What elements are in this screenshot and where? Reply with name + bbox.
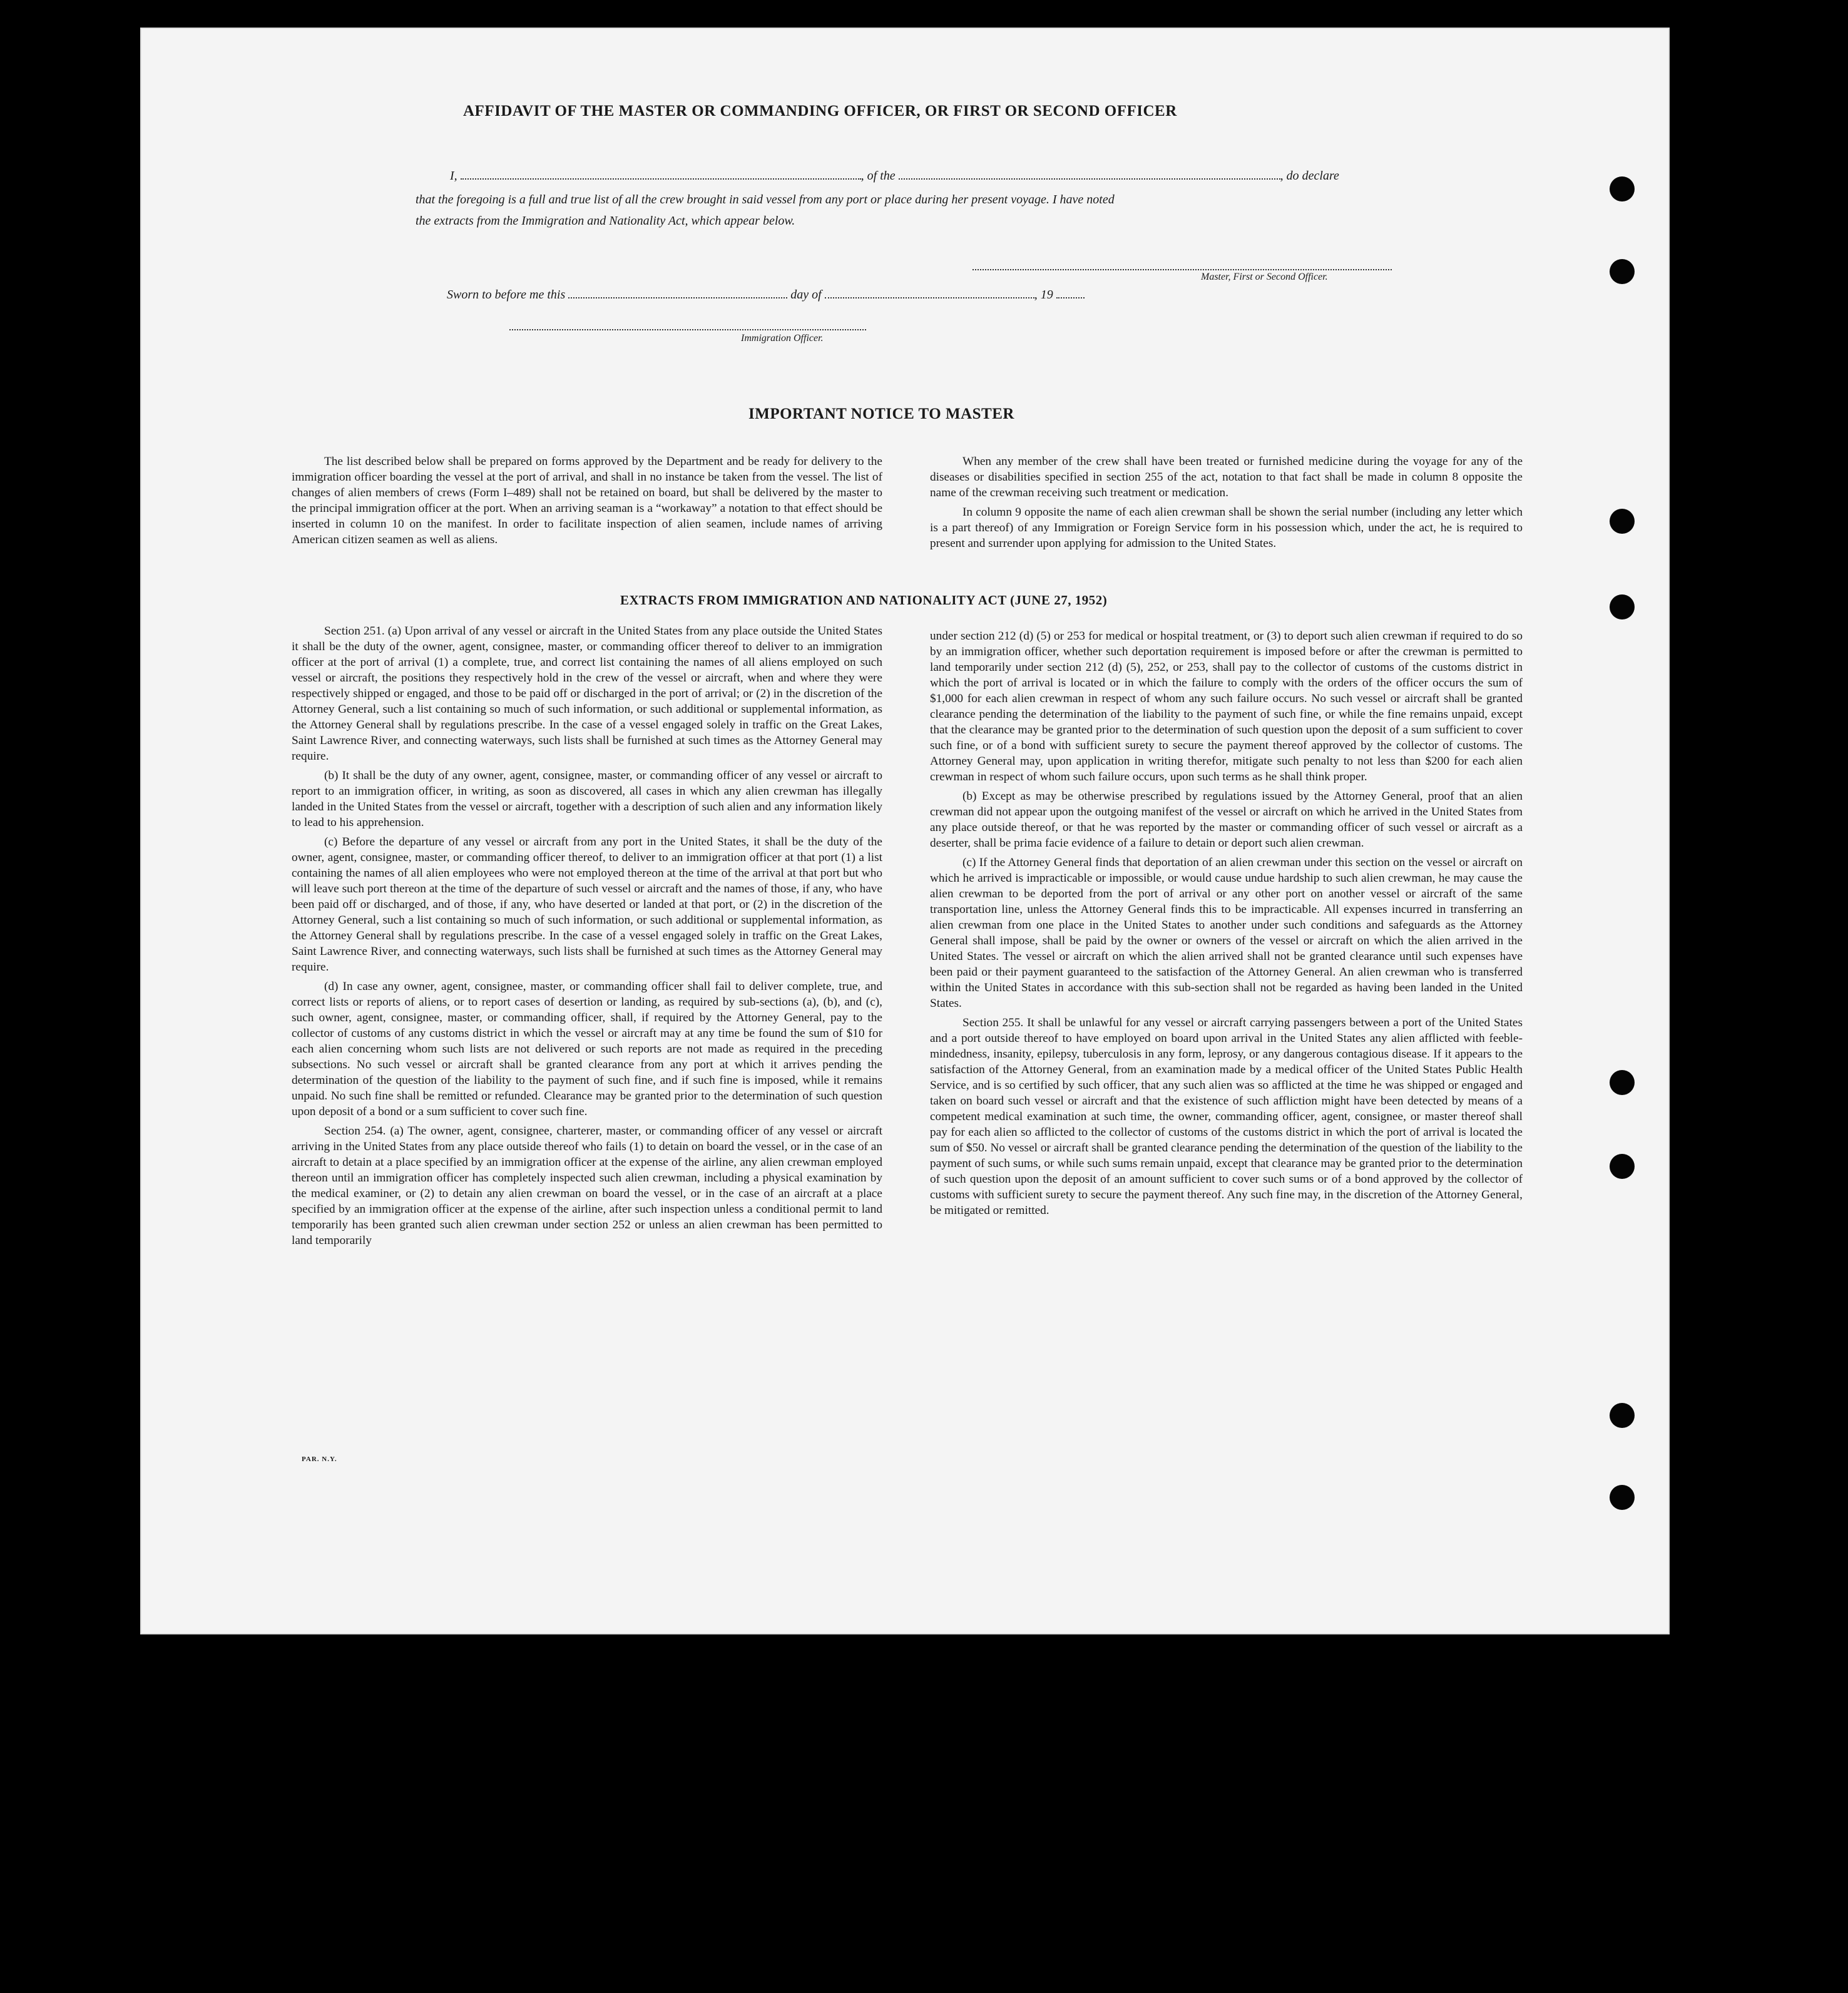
sworn-label: Sworn to before me this (447, 288, 566, 302)
master-signature-line[interactable] (972, 269, 1392, 270)
section-paragraph: (c) Before the departure of any vessel or aircraft from any port in the United States, it shall be the duty of the owner, agent, consignee, master, or commanding officer thereof, to deliver to an immigration officer at that port (1) a list containing the names of all alien employees who were not employed thereon at the time of the arrival at that port but who will leave such port thereon at the time of the departure of such vessel or aircraft and the names of those, if any, who have been paid off or discharged, and of those, if any, who have deserted or landed at that port, or (2) in the discretion of the Attorney General, such a list containing so much of such information, or such additional or supplemental information, as the Attorney General shall by regulations prescribe. In the case of a vessel engaged solely in traffic on the Great Lakes, Saint Lawrence River, and connecting waterways, such lists shall be furnished at such times as the Attorney General may require. (292, 835, 882, 974)
year-label: , 19 (1034, 288, 1053, 302)
binder-hole (1610, 176, 1635, 201)
document-page (140, 28, 1670, 1634)
section-paragraph: (c) If the Attorney General finds that deportation of an alien crewman under this section on the vessel or aircraft on which he arrived is impracticable or impossible, or would cause undue hardship to such alien crewman, he may cause the alien crewman to be deported from the port of arrival or any other port on another vessel or aircraft of the same transportation line, unless the Attorney General finds this to be impracticable. All expenses incurred in transferring an alien crewman from one place in the United States to another under such conditions and safeguards as the Attorney General shall impose, shall be paid by the owner or owners of the vessel or aircraft on which the alien arrived in the United States. The vessel or aircraft on which the alien arrived shall not be granted clearance until such expenses have been paid or their payment guaranteed to the satisfaction of the Attorney General. An alien crewman who is transferred within the United States in accordance with this sub-section shall not be regarded as having been landed in the United States. (930, 856, 1523, 1010)
sworn-day-field[interactable] (568, 288, 787, 298)
affidavit-title: AFFIDAVIT OF THE MASTER OR COMMANDING OFFICER, OR FIRST OR SECOND OFFICER (463, 103, 1177, 120)
section-paragraph: Section 254. (a) The owner, agent, consignee, charterer, master, or commanding officer of any vessel or aircraft arriving in the United States from any place outside thereof who fails (1) to detain on board the vessel, or in the case of an aircraft to detain at a place specified by an immigration officer at the expense of the airline, any alien crewman employed thereon until an immigration officer has completely inspected such alien crewman, including a physical examination by the medical examiner, or (2) to detain any alien crewman on board the vessel, or in the case of an aircraft at a place specified by an immigration officer at the expense of the airline, after such inspection unless a conditional permit to land temporarily has been granted such alien crewman under section 252 or unless an alien crewman has been permitted to land temporarily (292, 1124, 882, 1247)
binder-hole (1610, 509, 1635, 534)
officer-signature-line[interactable] (509, 329, 866, 330)
day-of-label: day of (790, 288, 822, 302)
section-paragraph: Section 255. It shall be unlawful for any vessel or aircraft carrying passengers between a port of the United States and a port outside thereof to have employed on board upon arrival in the United States any alien afflicted with feeble-mindedness, insanity, epilepsy, tuberculosis in any form, leprosy, or any dangerous contagious disease. If it appears to the satisfaction of the Attorney General, from an examination made by a medical officer of the United States Public Health Service, and is so certified by such officer, that any such alien was so afflicted at the time he was shipped or engaged and taken on board such vessel or aircraft and that the existence of such affliction might have been detected by means of a competent medical examination at such time, the owner, commanding officer, agent, consignee, or master thereof shall pay for each alien so afflicted to the collector of customs of the customs district in which the port of arrival is located the sum of $50. No vessel or aircraft shall be granted clearance pending the determination of the question of the liability to the payment of such sums, or while such sums remain unpaid, except that clearance may be granted prior to the determination of such question upon the deposit of an amount sufficient to cover such sums or of a bond approved by the collector of customs with sufficient surety to secure the payment thereof. Any such fine may, in the discretion of the Attorney General, be mitigated or remitted. (930, 1016, 1523, 1217)
notice-paragraph: In column 9 opposite the name of each alien crewman shall be shown the serial number (including any letter which is a part thereof) of any Immigration or Foreign Service form in his possession which, under the act, he is required to present and surrender upon applying for admission to the United States. (930, 506, 1523, 550)
master-signature-label: Master, First or Second Officer. (1201, 272, 1328, 282)
sworn-year-field[interactable] (1056, 288, 1085, 298)
extracts-left-column (292, 623, 882, 1252)
of-the-label: , of the (860, 169, 896, 183)
notice-title: IMPORTANT NOTICE TO MASTER (748, 405, 1014, 422)
section-paragraph: (d) In case any owner, agent, consignee, master, or commanding officer shall fail to deliver complete, true, and correct lists or reports of aliens, or to report cases of desertion or landing, as required by sub-sections (a), (b), and (c), such owner, agent, consignee, master, or commanding officer, shall, if required by the Attorney General, pay to the collector of customs of any customs district in which the vessel or aircraft may at any time be found the sum of $10 for each alien concerning whom such lists are not delivered or such reports are not made as required in the preceding subsections. No such vessel or aircraft shall be granted clearance from any port at which it arrives pending the determination of the question of the liability to the payment of such fine, and if such fine is imposed, while it remains unpaid. No such fine shall be remitted or refunded. Clearance may be granted prior to the determination of such question upon deposit of a bond or a sum sufficient to cover such fine. (292, 980, 882, 1118)
notice-left-column (292, 454, 882, 551)
declaration-line-2: the extracts from the Immigration and Nationality Act, which appear below. (416, 214, 795, 228)
section-paragraph: (b) It shall be the duty of any owner, agent, consignee, master, or commanding officer of any vessel or aircraft to report to an immigration officer, in writing, as soon as discovered, all cases in which any alien crewman has illegally landed in the United States from the vessel or aircraft, together with a description of such alien and any information likely to lead to his apprehension. (292, 769, 882, 829)
section-paragraph: Section 251. (a) Upon arrival of any vessel or aircraft in the United States from any place outside the United States it shall be the duty of the owner, agent, consignee, master, or commanding officer thereof to deliver to an immigration officer at the port of arrival (1) a complete, true, and correct list containing the names of all aliens employed on such vessel or aircraft, the positions they respectively hold in the crew of the vessel or aircraft, when and where they were respectively shipped or engaged, and those to be paid off or discharged in the port of arrival; or (2) in the discretion of the Attorney General, such a list containing so much of such information, or such additional or supplemental information, as the Attorney General shall by regulations prescribe. In the case of a vessel engaged solely in traffic on the Great Lakes, Saint Lawrence River, and connecting waterways, such lists shall be furnished at such times as the Attorney General may require. (292, 624, 882, 763)
binder-hole (1610, 594, 1635, 619)
notice-paragraph: When any member of the crew shall have been treated or furnished medicine during the voyage for any of the diseases or disabilities specified in section 255 of the act, notation to that fact shall be made in column 8 opposite the name of the crewman receiving such treatment or medication. (930, 455, 1523, 499)
binder-hole (1610, 1070, 1635, 1095)
sworn-month-field[interactable] (825, 288, 1034, 298)
declaration-line-1: that the foregoing is a full and true list of all the crew brought in said vessel from any port or place during her present voyage. I have noted (416, 193, 1115, 206)
officer-signature-label: Immigration Officer. (741, 333, 824, 344)
sworn-line (447, 288, 1085, 302)
printer-mark: PAR. N.Y. (302, 1455, 337, 1463)
i-label: I, (450, 169, 457, 183)
extracts-title: EXTRACTS FROM IMMIGRATION AND NATIONALITY ACT (JUNE 27, 1952) (620, 593, 1108, 608)
notice-paragraph: The list described below shall be prepared on forms approved by the Department and be ready for delivery to the immigration officer boarding the vessel at the port of arrival, and shall in no instance be taken from the vessel. The list of changes of alien members of crews (Form I–489) shall not be retained on board, but shall be delivered by the master to the principal immigration officer at the port. When an arriving seaman is a “workaway” a notation to that effect should be inserted in column 10 on the manifest. In order to facilitate inspection of alien seamen, include names of arriving American citizen seamen as well as aliens. (292, 455, 882, 546)
do-declare-label: , do declare (1280, 169, 1339, 183)
section-paragraph: under section 212 (d) (5) or 253 for medical or hospital treatment, or (3) to deport such alien crewman if required to do so by an immigration officer, whether such deportation requirement is imposed before or after the crewman is permitted to land temporarily under section 212 (d) (5), 252, or 253, shall pay to the collector of customs of the customs district in which the port of arrival is located or in which the failure to comply with the orders of the officer occurs the sum of $1,000 for each alien crewman in respect of whom any such failure occurs. No such vessel or aircraft shall be granted clearance pending the determination of the liability to the payment of such fine, or while the fine remains unpaid, except that the clearance may be granted prior to the determination of such question upon the deposit of a sum sufficient to cover such fine, or of a bond with sufficient surety to secure the payment thereof approved by the collector of customs. The Attorney General may, upon application in writing therefor, mitigate such penalty to not less than $200 for each alien crewman in respect of whom such failure occurs, upon such terms as he shall think proper. (930, 630, 1523, 783)
binder-hole (1610, 259, 1635, 284)
name-field[interactable] (461, 170, 861, 180)
section-paragraph: (b) Except as may be otherwise prescribed by regulations issued by the Attorney General, proof that an alien crewman did not appear upon the outgoing manifest of the vessel or aircraft on which he arrived in the United States from any place outside thereof, or that he was reported by the master or commanding officer of such vessel or aircraft as a deserter, shall be prima facie evidence of a failure to detain or deport such alien crewman. (930, 790, 1523, 850)
vessel-field[interactable] (899, 170, 1280, 180)
binder-hole (1610, 1154, 1635, 1179)
extracts-right-column (930, 628, 1523, 1222)
notice-right-column (930, 454, 1523, 555)
binder-hole (1610, 1403, 1635, 1428)
binder-hole (1610, 1485, 1635, 1510)
affidavit-declaration-line (450, 169, 1339, 183)
